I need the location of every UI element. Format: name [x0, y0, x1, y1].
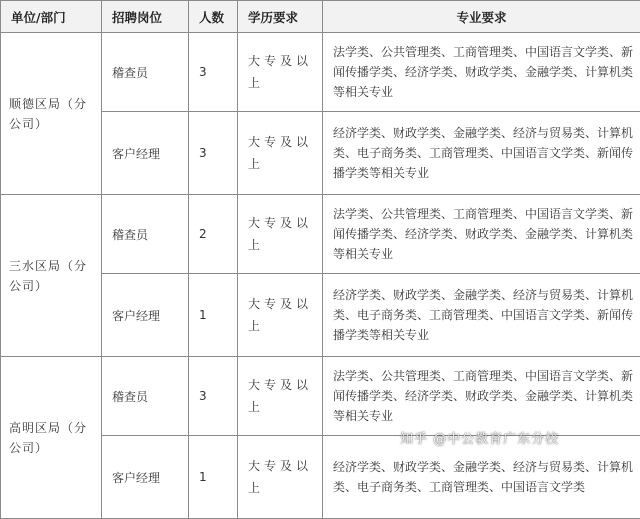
major-cell: 经济学类、财政学类、金融学类、经济与贸易类、计算机类、电子商务类、工商管理类、中国语言文学类: [323, 436, 640, 519]
post-cell: 客户经理: [102, 112, 189, 195]
major-cell: 经济学类、财政学类、金融学类、经济与贸易类、计算机类、电子商务类、工商管理类、中国语言文学类、新闻传播学类等相关专业: [323, 274, 640, 357]
major-cell: 法学类、公共管理类、工商管理类、中国语言文学类、新闻传播学类、经济学类、财政学类、金融学类、计算机类等相关专业: [323, 357, 640, 436]
header-post: 招聘岗位: [102, 1, 189, 33]
education-cell: 大专及以上: [238, 274, 323, 357]
table-row: [1, 195, 640, 274]
table-row: [1, 33, 640, 112]
unit-cell: 顺德区局（分公司）: [1, 33, 102, 195]
post-cell: 客户经理: [102, 436, 189, 519]
watermark: 知乎 @中公教育广东分校: [400, 428, 559, 447]
education-cell: 大专及以上: [238, 357, 323, 436]
header-education: 学历要求: [238, 1, 323, 33]
education-cell: 大专及以上: [238, 112, 323, 195]
major-cell: 经济学类、财政学类、金融学类、经济与贸易类、计算机类、电子商务类、工商管理类、中国语言文学类、新闻传播学类等相关专业: [323, 112, 640, 195]
post-cell: 客户经理: [102, 274, 189, 357]
header-major: 专业要求: [323, 1, 640, 33]
education-cell: 大专及以上: [238, 195, 323, 274]
major-cell: 法学类、公共管理类、工商管理类、中国语言文学类、新闻传播学类、经济学类、财政学类、金融学类、计算机类等相关专业: [323, 33, 640, 112]
count-cell: 2: [189, 195, 238, 274]
unit-cell: 三水区局（分公司）: [1, 195, 102, 357]
post-cell: 稽查员: [102, 357, 189, 436]
education-cell: 大专及以上: [238, 436, 323, 519]
count-cell: 1: [189, 274, 238, 357]
education-cell: 大专及以上: [238, 33, 323, 112]
count-cell: 3: [189, 33, 238, 112]
header-count: 人数: [189, 1, 238, 33]
table-row: [1, 357, 640, 436]
count-cell: 1: [189, 436, 238, 519]
post-cell: 稽查员: [102, 195, 189, 274]
header-unit: 单位/部门: [1, 1, 102, 33]
post-cell: 稽查员: [102, 33, 189, 112]
major-cell: 法学类、公共管理类、工商管理类、中国语言文学类、新闻传播学类、经济学类、财政学类、金融学类、计算机类等相关专业: [323, 195, 640, 274]
unit-cell: 高明区局（分公司）: [1, 357, 102, 519]
count-cell: 3: [189, 357, 238, 436]
header-row: [1, 1, 640, 33]
count-cell: 3: [189, 112, 238, 195]
